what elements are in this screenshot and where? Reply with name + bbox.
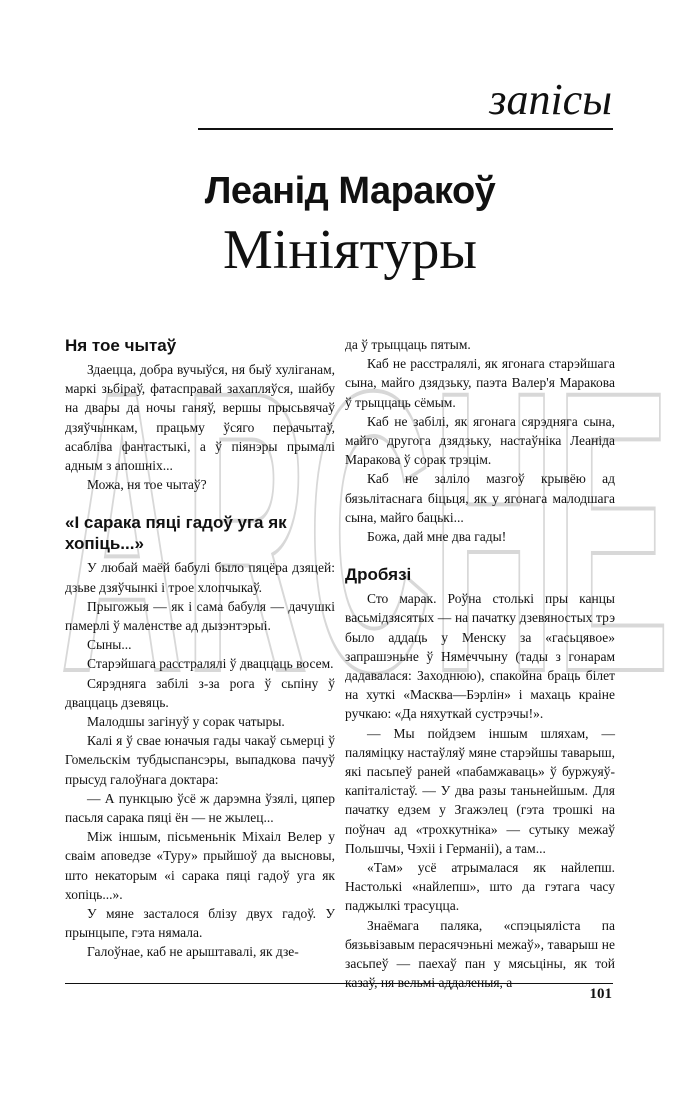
paragraph: Здаецца, добра вучыўся, ня быў хуліганам, маркі зьбіраў, фатасправай захапляўся, шайбу на двары да ночы ганяў, вершы прысьвячаў дзяўчынкам, працьму ўсяго перачытаў, асабліва фантастыкі, а ў піянэры прымалі адным з апошніх... bbox=[65, 362, 335, 474]
paragraph: Знаёмага паляка, «спэцыяліста па бязьвізавым перасячэньні межаў», таварыш не засьпеў — паехаў пан у мясьціны, як той казаў, ня вельмі аддаленыя, а bbox=[345, 917, 615, 991]
paragraph: Галоўнае, каб не арыштавалі, як дзе- bbox=[87, 944, 299, 960]
paragraph: Каб не расстралялі, як ягонага старэйшага сына, майго дзядзьку, паэта Валер'я Маракова ў трыццаць сёмым. bbox=[345, 356, 615, 410]
footer-rule bbox=[65, 983, 613, 984]
paragraph: Сто марак. Роўна столькі пры канцы васьмідзясятых — на пачатку дзевяностых трэ было аддаць у Менску за «гасьцявое» запрашэньне ў Нямеччыну (тады з гонарам дадавалася: Заходнюю), спакойна браць білет на хуткі «Масква—Бэрлін» і махаць краіне ручкаю: «Да няхуткай сустрэчы!». bbox=[345, 591, 615, 722]
paragraph: Можа, ня тое чытаў? bbox=[87, 477, 207, 493]
paragraph: Малодшы загінуў у сорак чатыры. bbox=[87, 714, 285, 730]
left-column bbox=[65, 335, 335, 962]
paragraph: Сярэдняга забілі з-за рога ў сьпіну ў дваццаць дзевяць. bbox=[65, 675, 335, 710]
paragraph: У мяне засталося блізу двух гадоў. У прынцыпе, гэта нямала. bbox=[65, 906, 335, 941]
paragraph: Каб не заліло мазгоў крывёю ад бязьлітаснага біцьця, як у ягонага малодшага сына, майго бацькі... bbox=[345, 471, 615, 525]
section-heading-ne-toe: Ня тое чытаў bbox=[65, 336, 177, 355]
page-number: 101 bbox=[589, 986, 612, 1002]
paragraph: — Мы пойдзем іншым шляхам, — паляміцку настаўляў мяне старэйшы таварыш, які пасьпеў раней «пабамжаваць» ў буржуяў-капіталістаў. — У два разы таньнейшым. Для пачатку едзем у Згажэлец (гэта трошкі на поўнач ад «трохкутніка» — сутыку межаў Польшчы, Чэхіі і Германіі), а там... bbox=[345, 725, 615, 856]
paragraph: да ў трыццаць пятым. bbox=[345, 337, 471, 352]
paragraph: — А пункцыю ўсё ж дарэмна ўзялі, цяпер пасьля сарака пяці ён — не жылец... bbox=[65, 790, 335, 826]
paragraph: Старэйшага расстралялі ў дваццаць восем. bbox=[87, 656, 334, 672]
section-heading-saraka: «І сарака пяці гадоў уга як хопіць...» bbox=[65, 513, 287, 554]
author-name: Леанід Маракоў bbox=[204, 170, 496, 212]
section-rule bbox=[198, 128, 613, 130]
paragraph: Каб не забілі, як ягонага сярэдняга сына, майго другога дзядзьку, настаўніка Леаніда Маракова ў сорак трэцім. bbox=[345, 413, 615, 468]
paragraph: У любай маёй бабулі было пяцёра дзяцей: дзьве дзяўчынкі і трое хлопчыкаў. bbox=[65, 560, 335, 595]
paragraph: Сыны... bbox=[87, 637, 132, 653]
section-label: запісы bbox=[489, 75, 612, 124]
watermark-text: ARCHE bbox=[60, 340, 670, 700]
paragraph: Божа, дай мне два гады! bbox=[367, 529, 507, 545]
paragraph: Між іншым, пісьменьнік Міхаіл Велер у сваім аповедзе «Туру» прыйшоў да высновы, што некаторым «і сарака пяці гадоў уга як хопіць...». bbox=[65, 829, 335, 902]
paragraph: «Там» усё атрымалася як найлепш. Настолькі «найлепш», што да гэтага часу паджылкі трасуцца. bbox=[345, 860, 615, 914]
paragraph: Калі я ў свае юначыя гады чакаў сьмерці ў Гомельскім тубдыспансэры, выпадкова пачуў прысуд галоўнага доктара: bbox=[65, 733, 335, 787]
right-column bbox=[345, 335, 615, 993]
article-title: Мініятуры bbox=[223, 219, 477, 281]
section-heading-drobyazi: Дробязі bbox=[345, 565, 412, 585]
paragraph: Прыгожыя — як і сама бабуля — дачушкі памерлі ў маленстве ад дызэнтэрыі. bbox=[65, 598, 335, 634]
